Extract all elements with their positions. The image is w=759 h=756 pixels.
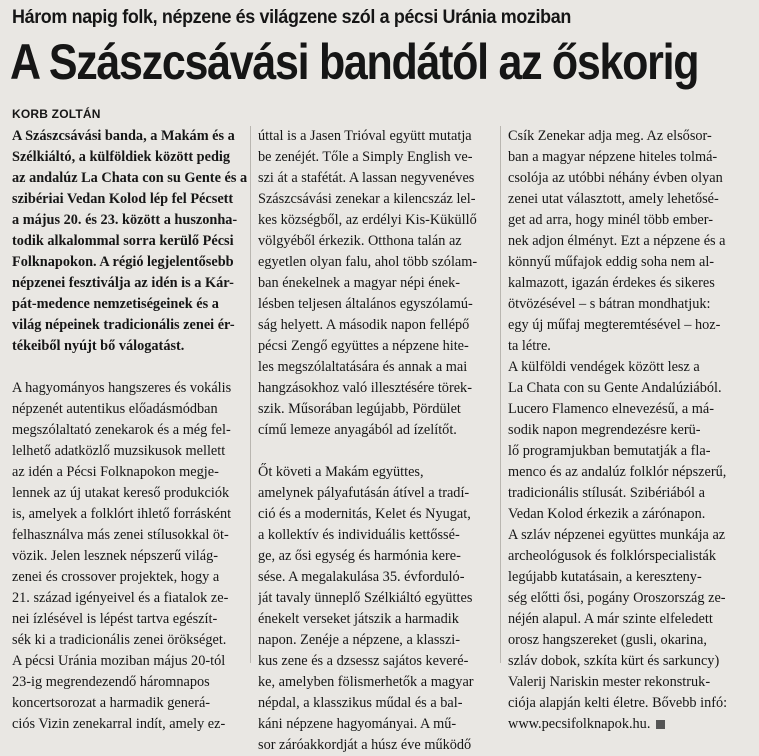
text-line: a május 20. és 23. között a huszonha-: [12, 212, 238, 228]
text-line: lelhető adatközlő muzsikusok mellett: [12, 443, 226, 459]
text-line: Őt követi a Makám együttes,: [258, 464, 424, 480]
text-line: A külföldi vendégek között lesz a: [508, 359, 700, 375]
website-link[interactable]: www.pecsifolknapok.hu.: [508, 716, 651, 732]
text-line: Szászcsávási zenekar a kilencszáz lel-: [258, 191, 476, 207]
text-line: úttal is a Jasen Trióval együtt mutatja: [258, 128, 472, 144]
text-line: ban a magyar népzene hiteles tolmá-: [508, 149, 718, 165]
text-line: vözik. Jelen lesznek népszerű világ-: [12, 548, 219, 564]
text-line: ötvözésével – s bátran mondhatjuk:: [508, 296, 711, 312]
article-headline: A Szászcsávási bandától az őskorig: [10, 34, 699, 90]
text-line: lennek az új utakat kereső produkciók: [12, 485, 230, 501]
text-line: az idén a Pécsi Folknapokon megje-: [12, 464, 219, 480]
text-line: Folknapokon. A régió legjelentősebb: [12, 254, 234, 270]
text-line: ke, amelyben fölismerhetők a magyar: [258, 674, 474, 690]
text-line: csolója az utóbbi néhány évben olyan: [508, 170, 723, 186]
text-line: sék ki a tradicionális zenei örökséget.: [12, 632, 227, 648]
text-line: archeológusok és folklórspecialisták: [508, 548, 717, 564]
text-line: világ népeinek tradicionális zenei ér-: [12, 317, 235, 333]
text-line: zenei utat választott, amely lehetősé-: [508, 191, 719, 207]
text-line: néjén alapul. A már szinte elfeledett: [508, 611, 713, 627]
text-line: A szláv népzenei együttes munkája az: [508, 527, 726, 543]
text-line: 21. század igényeivel és a fiatalok ze-: [12, 590, 229, 606]
text-line: pát-medence nemzetiségeinek és a: [12, 296, 219, 312]
article-byline: KORB ZOLTÁN: [12, 107, 101, 121]
text-line: Vedan Kolod érkezik a zárónapon.: [508, 506, 706, 522]
text-line: 23-ig megrendezendő háromnapos: [12, 674, 210, 690]
text-line: lő programjukban bemutatják a fla-: [508, 443, 711, 459]
text-line: tradicionális stílusát. Szibériából a: [508, 485, 705, 501]
text-line: les megszólaltatására és annak a mai: [258, 359, 468, 375]
text-line: kus zene és a dzsessz sajátos keveré-: [258, 653, 469, 669]
text-line: kes községből, az erdélyi Kis-Küküllő: [258, 212, 477, 228]
text-line: A Szászcsávási banda, a Makám és a: [12, 128, 235, 144]
text-line: felhasználva más zenei stílusokkal öt-: [12, 527, 229, 543]
column-divider: [500, 126, 501, 663]
text-line: zenei és crossover projektek, hogy a: [12, 569, 220, 585]
text-line: egyetlen olyan falu, ahol több szólam-: [258, 254, 478, 270]
text-line: egy új műfaj megteremtésével – hoz-: [508, 317, 721, 333]
text-line: az andalúz La Chata con su Gente és a: [12, 170, 248, 186]
text-line: amelynek pályafutásán átível a tradí-: [258, 485, 470, 501]
lead-paragraph: [12, 126, 248, 357]
text-line: könnyű műfajok eddig soha nem al-: [508, 254, 715, 270]
text-line: szláv dobok, szkíta kürt és sarkuncy): [508, 653, 720, 669]
paragraph-gap: [258, 441, 494, 462]
text-line: La Chata con su Gente Andalúziából.: [508, 380, 722, 396]
text-line: ban énekelnek a magyar népi ének-: [258, 275, 461, 291]
text-line: népzenét autentikus előadásmódban: [12, 401, 218, 417]
article-column-2: [258, 126, 494, 756]
text-line: a kollektív és individuális kettőssé-: [258, 527, 460, 543]
text-line: ge, az ősi egység és harmónia kere-: [258, 548, 461, 564]
text-line: menco és az andalúz folklór népszerű,: [508, 464, 727, 480]
text-line: ség előtti ősi, pogány Oroszország ze-: [508, 590, 726, 606]
text-line: énekelt verseket játszik a harmadik: [258, 611, 459, 627]
text-line: szik. Műsorában legújabb, Pördület: [258, 401, 461, 417]
text-line: ját tavaly ünneplő Szélkiáltó együttes: [258, 590, 473, 606]
text-line: get ad arra, hogy minél több ember-: [508, 212, 713, 228]
text-line: Szélkiáltó, a külföldiek között pedig: [12, 149, 231, 165]
text-line: orosz hangszereket (gusli, okarina,: [508, 632, 707, 648]
text-line: be zenéjét. Tőle a Simply English ve-: [258, 149, 473, 165]
text-line: sodik napon megrendezésre kerü-: [508, 422, 701, 438]
text-line: pécsi Zengő együttes a népzene hite-: [258, 338, 469, 354]
text-line: Valerij Nariskin mester rekonstruk-: [508, 674, 711, 690]
article-column-3: [508, 126, 744, 735]
text-line: nek adjon élményt. Ezt a népzene és a: [508, 233, 726, 249]
text-line: napon. Zenéje a népzene, a klasszi-: [258, 632, 461, 648]
text-line: nei ízlésével is lépést tartva egészít-: [12, 611, 218, 627]
column-divider: [250, 126, 251, 663]
text-line: sor záróakkordját a húsz éve működő: [258, 737, 472, 753]
text-line: népdal, a klasszikus műdal és a bal-: [258, 695, 463, 711]
text-line: A pécsi Uránia moziban május 20-tól: [12, 653, 226, 669]
text-line: [508, 714, 744, 735]
text-line: ság helyett. A második napon fellépő: [258, 317, 470, 333]
text-line: ta létre.: [508, 338, 551, 354]
article-kicker: Három napig folk, népzene és világzene szól a pécsi Uránia moziban: [12, 6, 571, 28]
text-line: megszólaltató zenekarok és a még fel-: [12, 422, 231, 438]
body-paragraph: [12, 378, 248, 735]
text-line: tékeiből nyújt bő válogatást.: [12, 338, 185, 354]
text-line: A hagyományos hangszeres és vokális: [12, 380, 232, 396]
text-line: című lemeze anyagából ad ízelítőt.: [258, 422, 457, 438]
end-of-article-square-icon: [656, 720, 665, 729]
text-line: lésben teljesen általános egyszólamú-: [258, 296, 473, 312]
text-line: ció és a modernitás, Kelet és Nyugat,: [258, 506, 471, 522]
text-line: sése. A megalakulása 35. évfordulό-: [258, 569, 465, 585]
text-line: völgyéből érkezik. Otthona talán az: [258, 233, 462, 249]
text-line: népzenei fesztiválja az idén is a Kár-: [12, 275, 234, 291]
text-line: koncertsorozat a harmadik generá-: [12, 695, 211, 711]
text-line: szibériai Vedan Kolod lép fel Pécsett: [12, 191, 234, 207]
text-line: Lucero Flamenco elnevezésű, a má-: [508, 401, 715, 417]
text-line: todik alkalommal sorra kerülő Pécsi: [12, 233, 234, 249]
text-line: kalmazott, igazán érdekes és sikeres: [508, 275, 715, 291]
text-line: ciója alapján kelti életre. Bővebb infó:: [508, 695, 728, 711]
paragraph-gap: [12, 357, 248, 378]
text-line: is, amelyek a folklórt ihlető forrásként: [12, 506, 232, 522]
article-column-1: [12, 126, 248, 735]
text-line: káni népzene hagyományai. A mű-: [258, 716, 457, 732]
text-line: hangzásokhoz való illesztésére törek-: [258, 380, 472, 396]
text-line: szi át a stafétát. A lassan negyvenéves: [258, 170, 475, 186]
text-line: legújabb kutatásain, a kereszteny-: [508, 569, 702, 585]
text-line: ciós Vizin zenekarral indít, amely ez-: [12, 716, 226, 732]
text-line: Csík Zenekar adja meg. Az elsősor-: [508, 128, 712, 144]
